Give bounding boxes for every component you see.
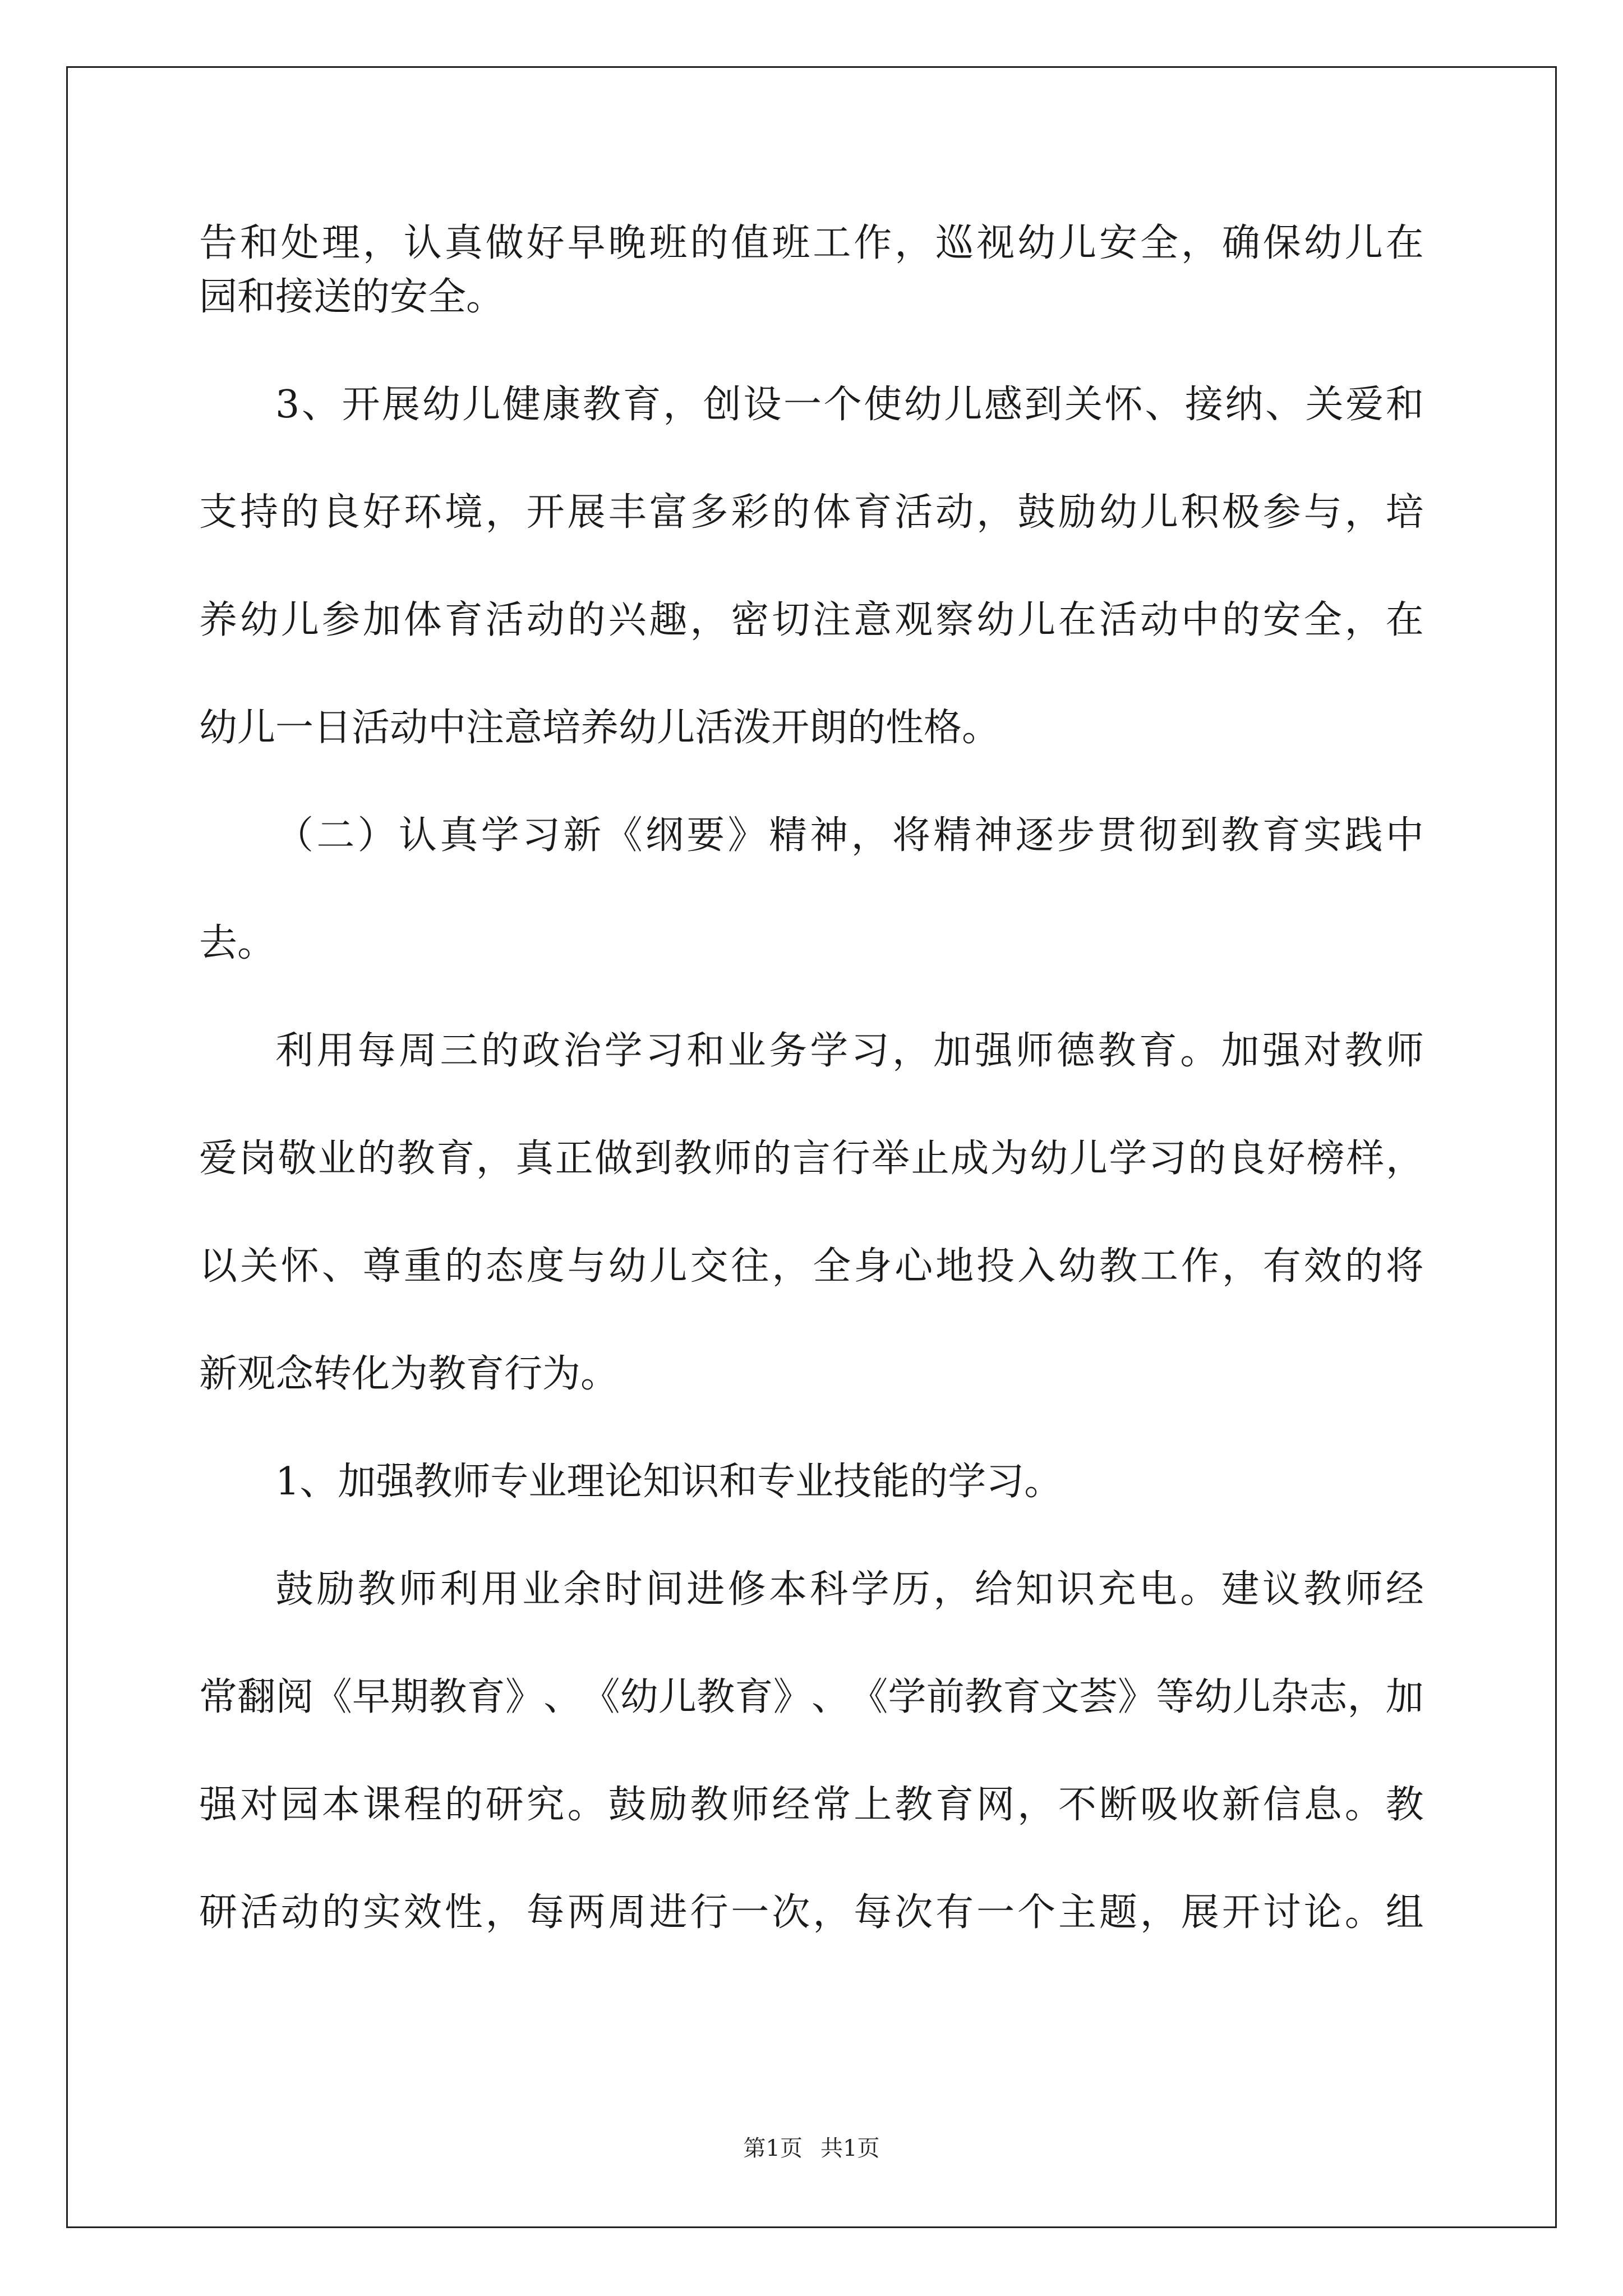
text-line: 1、加强教师专业理论知识和专业技能的学习。 xyxy=(275,1460,1063,1504)
text-line: 告​和​处​理​，​认​真​做​好​早​晚​班​的​值​班​工​作​，​巡​视​幼​儿​安​全​，​确​保​幼​儿​在​ xyxy=(199,221,1424,265)
text-line: 研​活​动​的​实​效​性​，​每​两​周​进​行​一​次​，​每​次​有​一​个​主​题​，​展​开​讨​论​。​组​ xyxy=(199,1890,1424,1935)
page-number: 第1页 xyxy=(743,2136,803,2161)
text-line: 养​幼​儿​参​加​体​育​活​动​的​兴​趣​，​密​切​注​意​观​察​幼​儿​在​活​动​中​的​安​全​，​在​ xyxy=(199,598,1424,642)
page-total: 共1页 xyxy=(820,2136,880,2161)
text-line: 以​关​怀​、​尊​重​的​态​度​与​幼​儿​交​往​，​全​身​心​地​投​入​幼​教​工​作​，​有​效​的​将​ xyxy=(199,1244,1424,1289)
text-line: 新观念转化为教育行为。 xyxy=(199,1352,619,1396)
text-line: 强​对​园​本​课​程​的​研​究​。​鼓​励​教​师​经​常​上​教​育​网​，​不​断​吸​收​新​信​息​。​教​ xyxy=(199,1783,1424,1827)
text-line: 爱​岗​敬​业​的​教​育​，​真​正​做​到​教​师​的​言​行​举​止​成​为​幼​儿​学​习​的​良​好​榜​样​，​ xyxy=(199,1137,1424,1181)
text-line: 去。 xyxy=(199,921,276,965)
text-line: 利​用​每​周​三​的​政​治​学​习​和​业​务​学​习​，​加​强​师​德​教​育​。​加​强​对​教​师​ xyxy=(275,1029,1424,1073)
text-line: 支​持​的​良​好​环​境​，​开​展​丰​富​多​彩​的​体​育​活​动​，​鼓​励​幼​儿​积​极​参​与​，​培​ xyxy=(199,490,1424,535)
text-line: 园和接送的安全。 xyxy=(199,275,505,319)
text-line: 幼儿一日活动中注意培养幼儿活泼开朗的性格。 xyxy=(199,706,1000,750)
text-line: （​二​）​认​真​学​习​新​《​纲​要​》​精​神​，​将​精​神​逐​步​贯​彻​到​教​育​实​践​中​ xyxy=(275,813,1424,858)
text-line: 常​翻​阅​《​早​期​教​育​》​、​《​幼​儿​教​育​》​、​《​学​前​教​育​文​荟​》​等​幼​儿​杂​志​，​加​ xyxy=(199,1675,1424,1719)
text-line: 3​、​开​展​幼​儿​健​康​教​育​，​创​设​一​个​使​幼​儿​感​到​关​怀​、​接​纳​、​关​爱​和​ xyxy=(275,383,1424,427)
page-footer xyxy=(0,2133,1623,2164)
text-line: 鼓​励​教​师​利​用​业​余​时​间​进​修​本​科​学​历​，​给​知​识​充​电​。​建​议​教​师​经​ xyxy=(275,1567,1424,1612)
document-body xyxy=(199,217,1424,1940)
